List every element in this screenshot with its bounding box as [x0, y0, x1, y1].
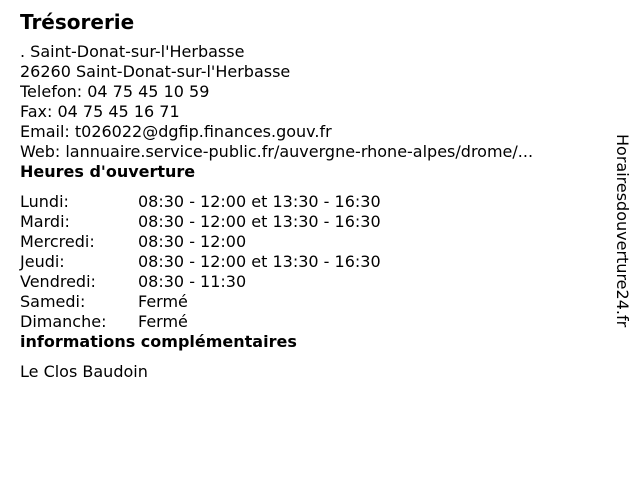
- hours-row-saturday: [20, 292, 605, 312]
- info-heading: informations complémentaires: [20, 332, 297, 351]
- hours-row-friday: [20, 272, 605, 292]
- time-value: 08:30 - 12:00 et 13:30 - 16:30: [138, 252, 381, 271]
- day-label: Mardi:: [20, 212, 70, 231]
- time-value: 08:30 - 11:30: [138, 272, 247, 291]
- hours-heading: Heures d'ouverture: [20, 162, 196, 181]
- day-label: Mercredi:: [20, 232, 95, 251]
- day-label: Lundi:: [20, 192, 69, 211]
- document: [20, 10, 605, 382]
- email-address: Email: t026022@dgfip.finances.gouv.fr: [20, 122, 332, 141]
- page-title: Trésorerie: [20, 10, 135, 34]
- time-value: Fermé: [138, 292, 188, 311]
- address-block: [20, 42, 605, 162]
- day-label: Dimanche:: [20, 312, 107, 331]
- time-value: 08:30 - 12:00 et 13:30 - 16:30: [138, 212, 381, 231]
- info-text: Le Clos Baudoin: [20, 362, 148, 381]
- address-line-2: 26260 Saint-Donat-sur-l'Herbasse: [20, 62, 291, 81]
- hours-row-sunday: [20, 312, 605, 332]
- day-label: Samedi:: [20, 292, 86, 311]
- time-value: 08:30 - 12:00 et 13:30 - 16:30: [138, 192, 381, 211]
- hours-row-wednesday: [20, 232, 605, 252]
- day-label: Vendredi:: [20, 272, 96, 291]
- opening-hours-table: [20, 192, 605, 332]
- hours-row-monday: [20, 192, 605, 212]
- website-link: Web: lannuaire.service-public.fr/auvergne-rhone-alpes/drome/...: [20, 142, 534, 161]
- day-label: Jeudi:: [20, 252, 65, 271]
- time-value: 08:30 - 12:00: [138, 232, 247, 251]
- hours-row-thursday: [20, 252, 605, 272]
- site-watermark: Horairesdouverture24.fr: [613, 134, 632, 328]
- fax-number: Fax: 04 75 45 16 71: [20, 102, 180, 121]
- address-line-1: . Saint-Donat-sur-l'Herbasse: [20, 42, 245, 61]
- phone-number: Telefon: 04 75 45 10 59: [20, 82, 210, 101]
- hours-row-tuesday: [20, 212, 605, 232]
- time-value: Fermé: [138, 312, 188, 331]
